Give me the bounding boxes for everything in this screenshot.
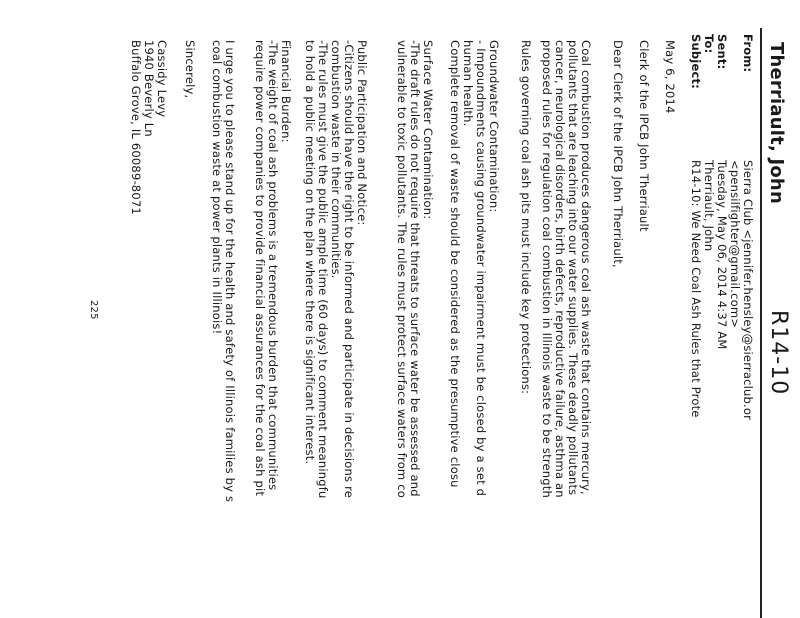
header-divider — [760, 28, 762, 618]
text-line: Groundwater Contamination: — [487, 40, 501, 213]
value-to: Therriault, John — [702, 160, 716, 252]
paragraph-protections — [519, 40, 532, 394]
text-line: combustion waste in their communities. — [329, 40, 343, 279]
label-from: From: — [741, 34, 755, 73]
label-blank — [728, 34, 741, 89]
text-line: I urge you to please stand up for the health and safety of Illinois families by s — [223, 40, 237, 503]
paragraph-intro — [540, 40, 592, 498]
text-line: require power companies to provide financial assurances for the coal ash pit — [253, 40, 267, 497]
signer-city: Buffalo Grove, IL 60089-8071 — [129, 40, 143, 215]
text-line: Complete removal of waste should be considered as the presumptive closu — [448, 40, 462, 488]
text-line: Surface Water Contamination: — [421, 40, 435, 220]
text-line: -Citizens should have the right to be informed and participate in decisions re — [342, 40, 356, 499]
signature-block — [129, 40, 168, 215]
letter-date: May 6, 2014 — [663, 40, 677, 114]
page-number: 225 — [88, 300, 99, 320]
recipient-name-heading: Therriault, John — [766, 42, 787, 204]
label-subject: Subject: — [689, 34, 703, 89]
text-line: coal combustion waste at power plants in Illinois! — [210, 40, 224, 335]
value-subject: R14-10: We Need Coal Ash Rules that Prote — [689, 160, 703, 418]
email-header-values — [689, 160, 754, 420]
paragraph-financial-burden — [253, 40, 292, 496]
text-line: cancer, neurological disorders, birth defects, reproductive failure, asthma an — [553, 40, 567, 498]
label-sent: Sent: — [715, 34, 729, 70]
letter-closing: Sincerely, — [183, 40, 197, 99]
signer-street: 1940 Beverly Ln — [142, 40, 156, 137]
text-line: proposed rules for regulation coal combustion in Illinois waste to be strength — [540, 40, 554, 498]
docket-number: R14-10 — [766, 310, 791, 396]
letter-addressee: Clerk of the IPCB John Therriault — [637, 40, 651, 232]
text-line: - Impoundments causing groundwater impairment must be closed by a set d — [474, 40, 488, 497]
email-header-labels — [689, 34, 754, 89]
text-line: Financial Burden: — [279, 40, 293, 143]
signer-name: Cassidy Levy — [155, 40, 169, 118]
text-line: -The draft rules do not require that threats to surface water be assessed and — [408, 40, 422, 497]
paragraph-surface-water — [395, 40, 434, 498]
value-from-email: <pensilfighter@gmail.com> — [728, 160, 742, 329]
paragraph-groundwater — [448, 40, 500, 496]
text-line: pollutants that are leaching into our water supplies. These deadly pollutants — [566, 40, 580, 496]
text-line: -The rules must give the public ample time (60 days) to comment meaningfu — [316, 40, 330, 499]
text-line: Public Participation and Notice: — [355, 40, 369, 226]
text-line: to hold a public meeting on the plan where there is significant interest. — [303, 40, 317, 465]
value-sent: Tuesday, May 06, 2014 4:37 AM — [715, 160, 729, 350]
label-to: To: — [702, 34, 716, 54]
text-line: vulnerable to toxic pollutants. The rules must protect surface waters from co — [395, 40, 409, 498]
paragraph-public-participation — [303, 40, 368, 499]
text-line: -The weight of coal ash problems is a tremendous burden that communities — [266, 40, 280, 491]
paragraph-appeal — [210, 40, 236, 502]
letter-greeting: Dear Clerk of the IPCB John Therriault, — [611, 40, 625, 268]
text-line: Rules governing coal ash pits must include key protections: — [519, 40, 533, 395]
text-line: Coal combustion produces dangerous coal ash waste that contains mercury, — [579, 40, 593, 495]
text-line: human health. — [461, 40, 475, 127]
value-from: Sierra Club <jennifer.hensley@sierraclub.or — [741, 160, 755, 421]
